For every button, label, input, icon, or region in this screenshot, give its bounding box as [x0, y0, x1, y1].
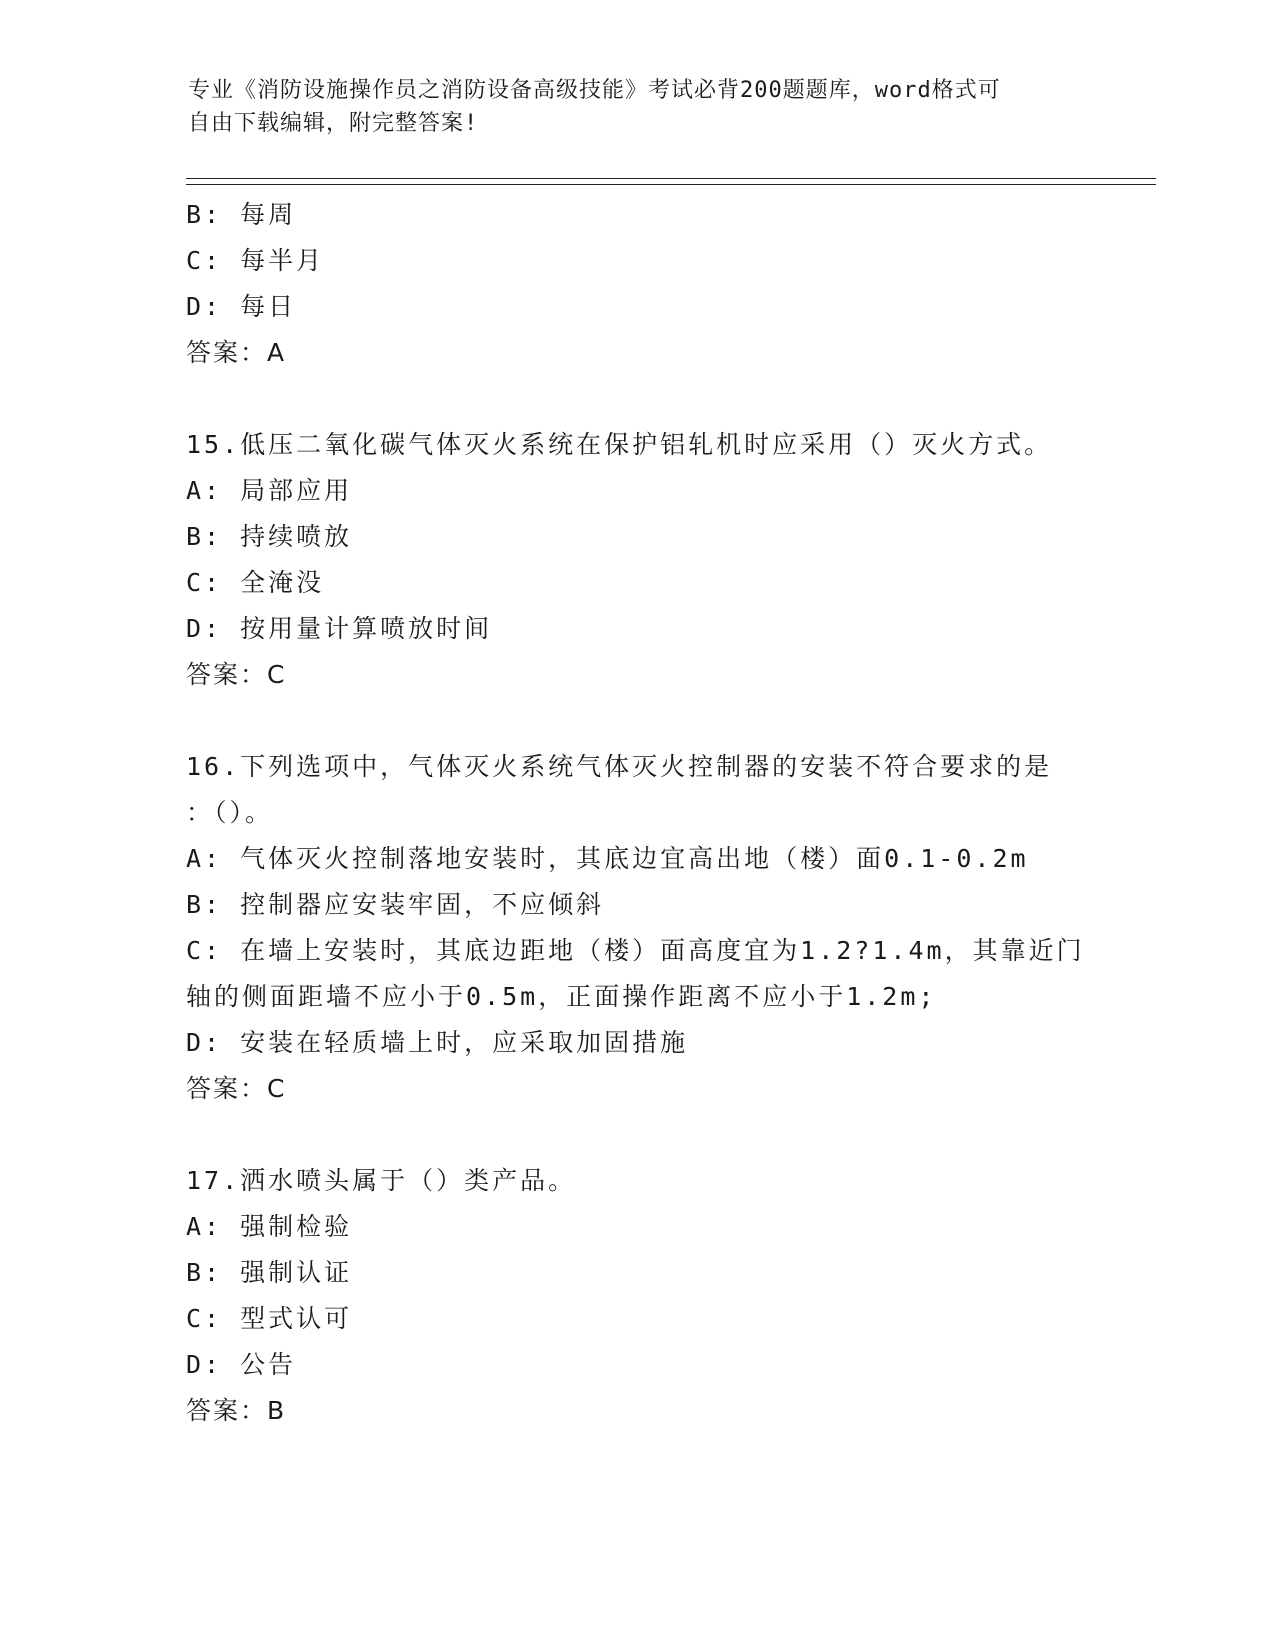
document-body	[186, 192, 1086, 1434]
question-stem: 15.低压二氧化碳气体灭火系统在保护铝轧机时应采用（）灭火方式。	[186, 430, 1053, 459]
option-c: C: 在墙上安装时，其底边距地（楼）面高度宜为1.2?1.4m，其靠近门	[186, 936, 1085, 965]
option-c: C: 型式认可	[186, 1304, 353, 1333]
option-a: A: 强制检验	[186, 1212, 353, 1241]
question-stem: 17.洒水喷头属于（）类产品。	[186, 1166, 577, 1195]
question-stem-continued: ：（）。	[186, 798, 274, 827]
option-d: D: 按用量计算喷放时间	[186, 614, 493, 643]
answer: 答案：C	[186, 660, 287, 689]
question-17	[186, 1158, 1086, 1434]
option-c-continued: 轴的侧面距墙不应小于0.5m，正面操作距离不应小于1.2m;	[186, 982, 937, 1011]
option-d: D: 公告	[186, 1350, 297, 1379]
option-b: B: 强制认证	[186, 1258, 353, 1287]
header-line-1: 专业《消防设施操作员之消防设备高级技能》考试必背200题题库，word格式可	[188, 78, 1001, 103]
header-line-2: 自由下载编辑，附完整答案!	[188, 111, 479, 136]
answer: 答案：B	[186, 1396, 287, 1425]
answer: 答案：C	[186, 1074, 287, 1103]
option-a: A: 气体灭火控制落地安装时，其底边宜高出地（楼）面0.1-0.2m	[186, 844, 1029, 873]
header-rule-bottom	[186, 184, 1156, 185]
question-15	[186, 422, 1086, 698]
question-14-continued	[186, 192, 1086, 376]
question-16	[186, 744, 1086, 1112]
option-a: A: 局部应用	[186, 476, 353, 505]
option-d: D: 每日	[186, 292, 297, 321]
option-c: C: 全淹没	[186, 568, 325, 597]
answer: 答案：A	[186, 338, 287, 367]
question-stem: 16.下列选项中，气体灭火系统气体灭火控制器的安装不符合要求的是	[186, 752, 1053, 781]
option-b: B: 控制器应安装牢固，不应倾斜	[186, 890, 605, 919]
option-b: B: 持续喷放	[186, 522, 353, 551]
option-b: B: 每周	[186, 200, 297, 229]
option-d: D: 安装在轻质墙上时，应采取加固措施	[186, 1028, 689, 1057]
option-c: C: 每半月	[186, 246, 325, 275]
document-header	[188, 74, 1088, 140]
header-rule-top	[186, 178, 1156, 179]
